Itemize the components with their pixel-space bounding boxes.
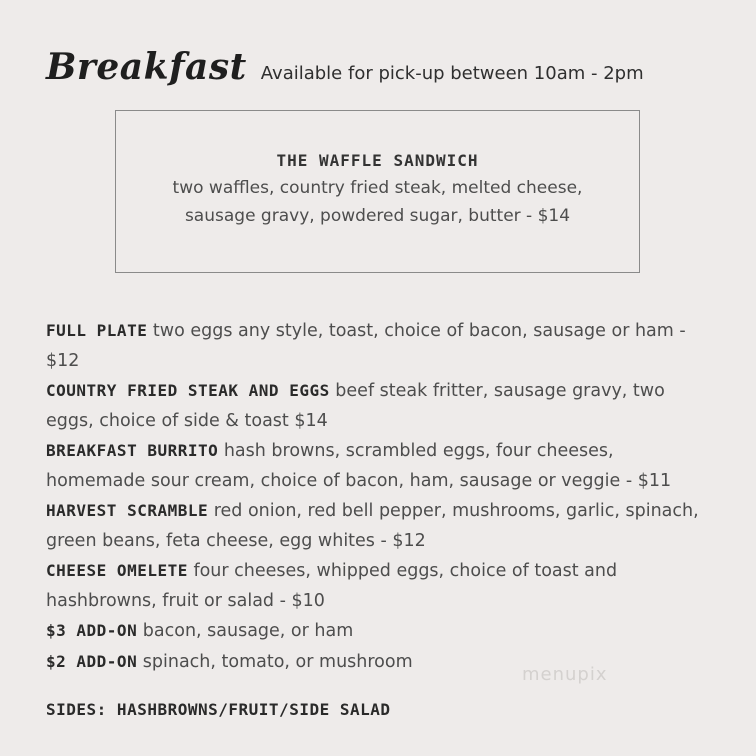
menu-item-description: four cheeses, whipped eggs, choice of toast and hashbrowns, fruit or salad - $10 bbox=[46, 561, 618, 611]
featured-desc-line-1: two waffles, country fried steak, melted cheese, bbox=[172, 178, 583, 198]
menu-item-description: beef steak fritter, sausage gravy, two eggs, choice of side & toast $14 bbox=[46, 381, 665, 431]
sides-list: SIDES: HASHBROWNS/FRUIT/SIDE SALAD bbox=[46, 700, 391, 719]
menu-item bbox=[46, 376, 716, 436]
menu-item-name: $2 ADD-ON bbox=[46, 651, 138, 671]
menu-item bbox=[46, 496, 716, 556]
menu-item bbox=[46, 647, 716, 678]
menu-item-name: $3 ADD-ON bbox=[46, 621, 138, 640]
menu-item-name: HARVEST SCRAMBLE bbox=[46, 501, 209, 520]
menu-item-name: COUNTRY FRIED STEAK AND EGGS bbox=[46, 381, 330, 400]
menu-item-description: two eggs any style, toast, choice of bacon, sausage or ham - $12 bbox=[46, 321, 686, 371]
menu-item bbox=[46, 616, 716, 647]
watermark: menupix bbox=[522, 664, 608, 685]
menu-item bbox=[46, 436, 716, 496]
featured-item-description bbox=[116, 174, 639, 230]
section-title: Breakfast bbox=[46, 46, 247, 88]
menu-item-description: spinach, tomato, or mushroom bbox=[142, 651, 413, 672]
featured-desc-line-2: sausage gravy, powdered sugar, butter - $14 bbox=[184, 206, 571, 226]
featured-item-name: THE WAFFLE SANDWICH bbox=[276, 151, 479, 170]
availability-note: Available for pick-up between 10am - 2pm bbox=[260, 63, 644, 84]
menu-item bbox=[46, 556, 716, 616]
menu-items-list bbox=[46, 316, 716, 677]
menu-item-name: FULL PLATE bbox=[46, 321, 148, 340]
menu-item bbox=[46, 316, 716, 376]
menu-item-description: bacon, sausage, or ham bbox=[142, 621, 354, 641]
menu-item-name: CHEESE OMELETE bbox=[46, 561, 188, 580]
menu-header bbox=[46, 46, 644, 88]
menu-item-name: BREAKFAST BURRITO bbox=[46, 441, 219, 460]
featured-item-box bbox=[115, 110, 640, 273]
menu-item-description: red onion, red bell pepper, mushrooms, garlic, spinach, green beans, feta cheese, egg whites - $12 bbox=[46, 501, 699, 551]
menu-item-description: hash browns, scrambled eggs, four cheeses, homemade sour cream, choice of bacon, ham, sausage or veggie - $11 bbox=[46, 441, 672, 491]
